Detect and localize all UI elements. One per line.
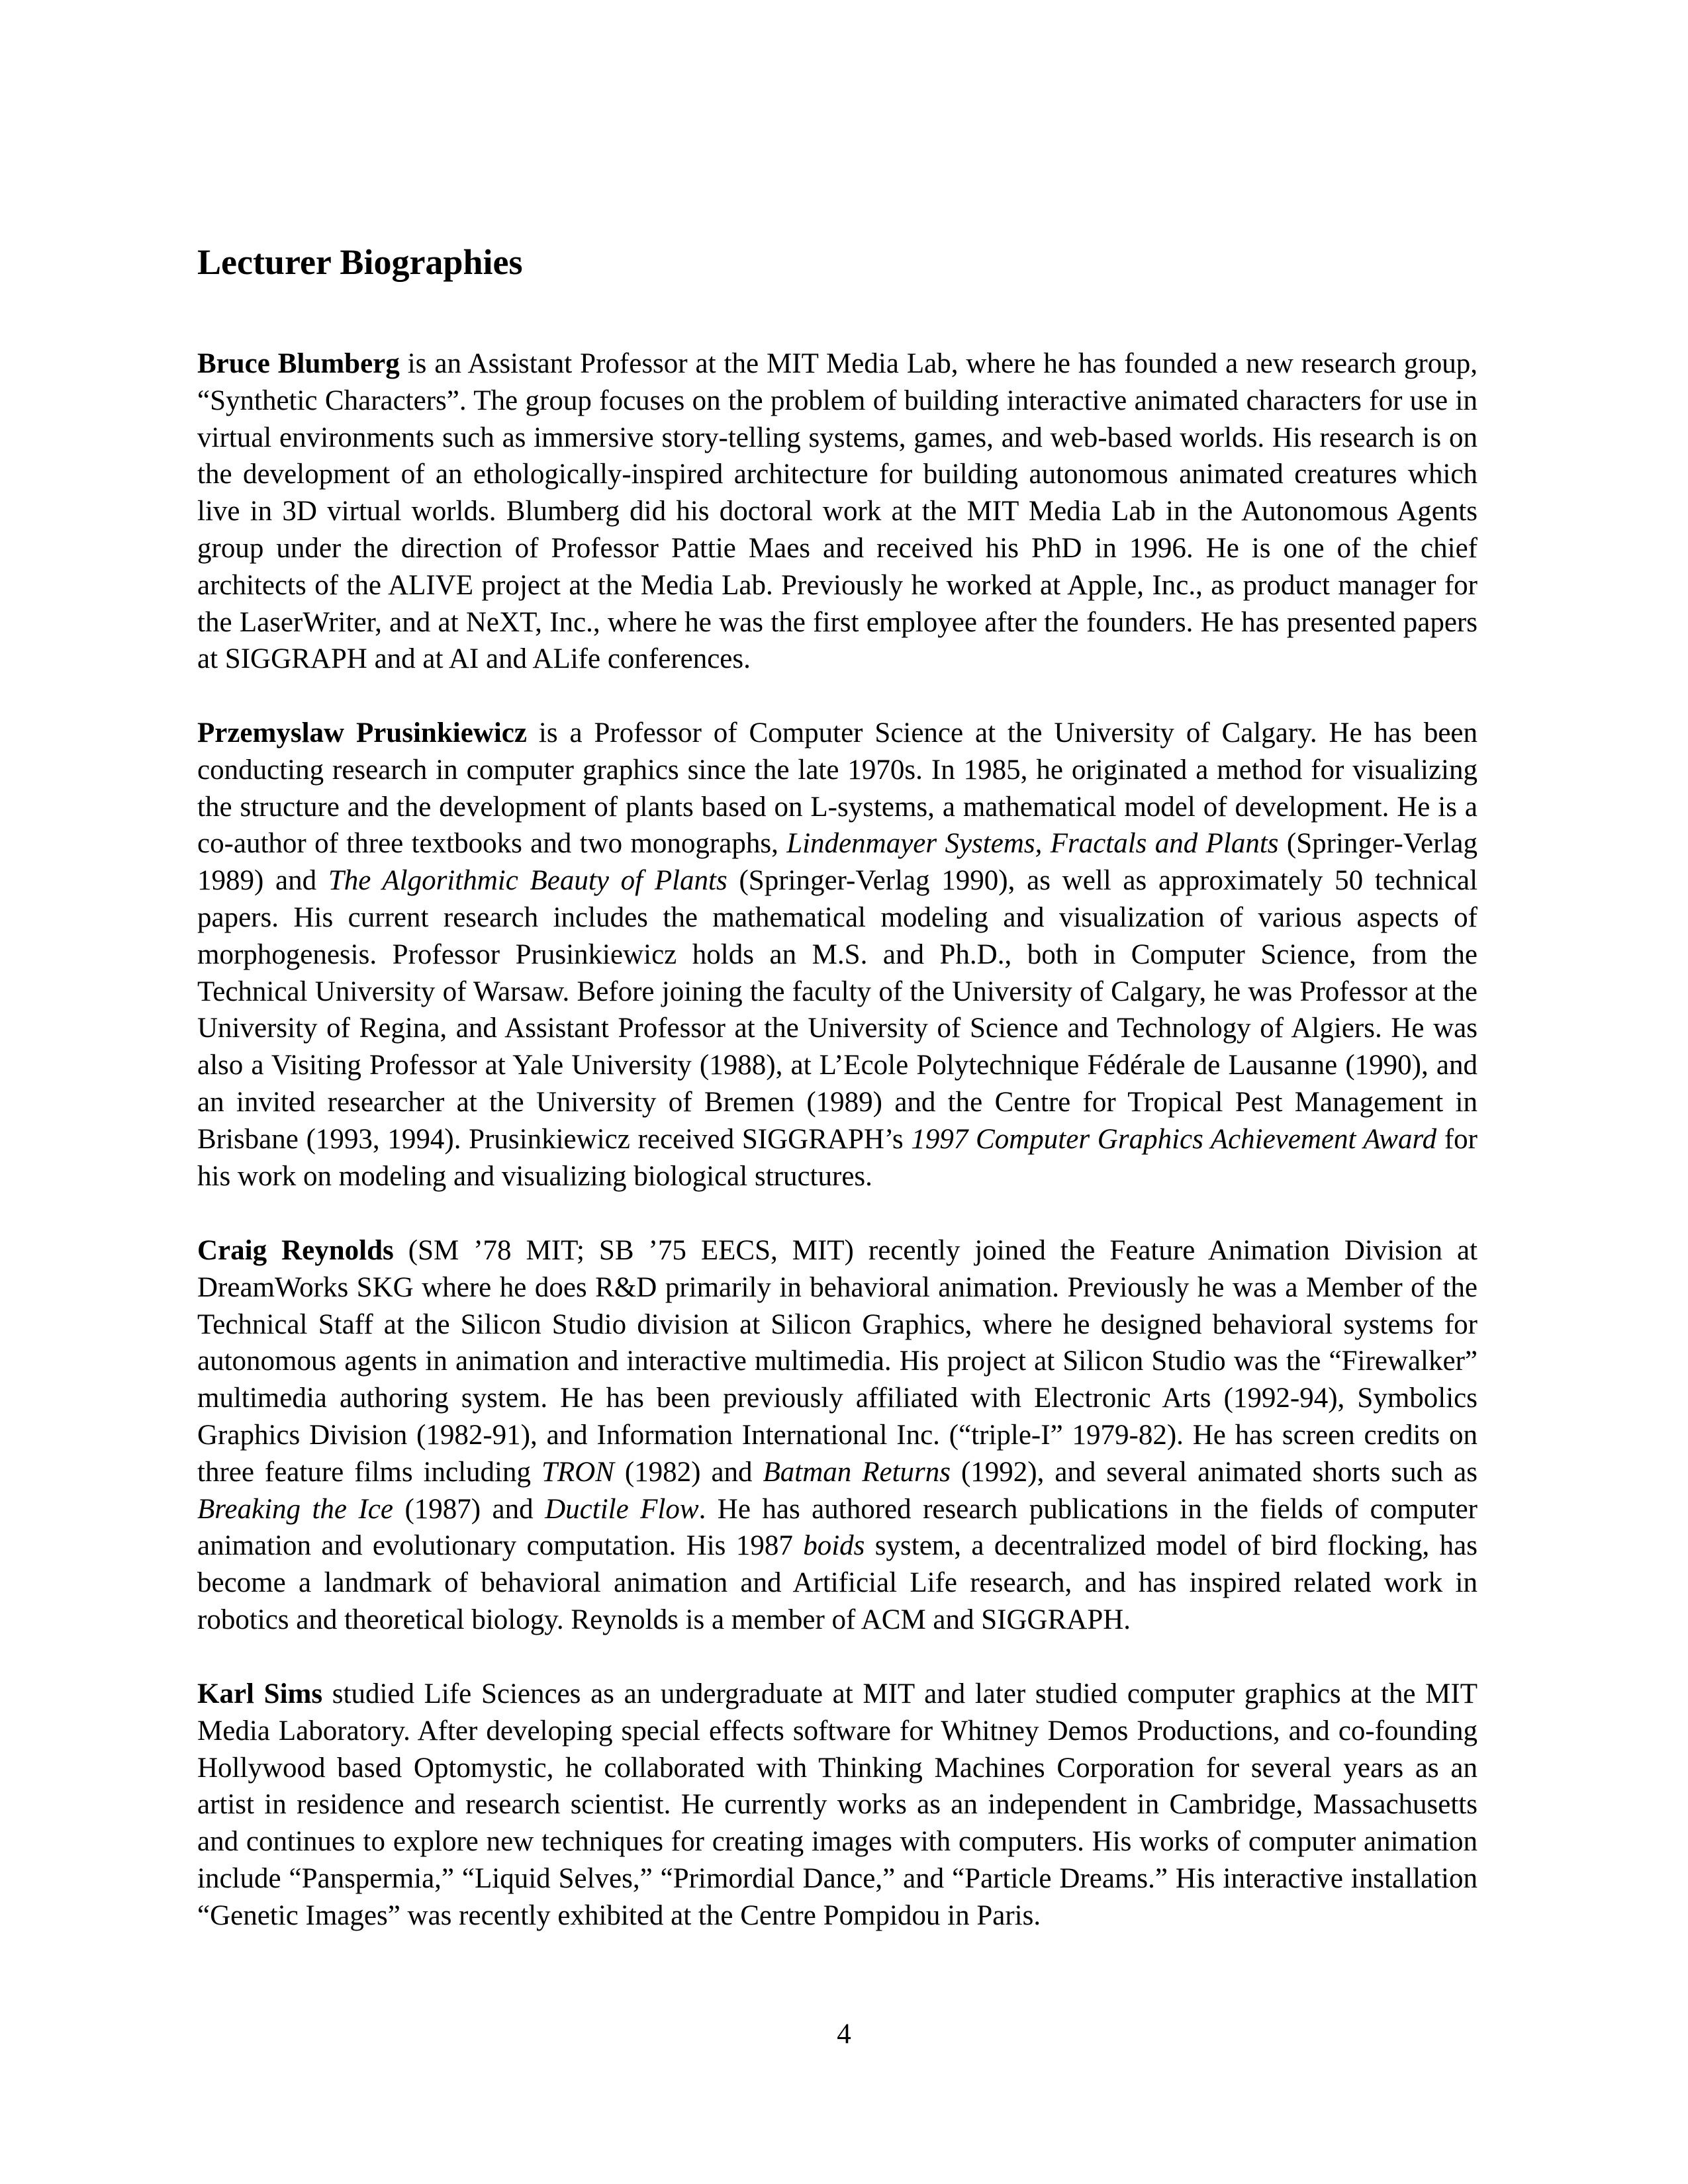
lecturer-name: Bruce Blumberg: [197, 348, 400, 379]
lecturer-name: Karl Sims: [197, 1678, 323, 1709]
bio-paragraph-reynolds: [197, 1232, 1477, 1639]
lecturer-name: Przemyslaw Prusinkiewicz: [197, 717, 527, 749]
bio-text: . He has authored research publications in the fields of computer animation and evolutionary computation. His 1987: [197, 1493, 1478, 1562]
bio-text: (1992), and several animated shorts such as: [951, 1456, 1477, 1488]
bio-text: (1987) and: [393, 1493, 545, 1525]
italic-title: Breaking the Ice: [197, 1493, 393, 1525]
bio-paragraph-prusinkiewicz: [197, 715, 1477, 1195]
italic-title: Lindenmayer Systems, Fractals and Plants: [786, 828, 1279, 860]
bio-text: (Springer-Verlag 1990), as well as approximately 50 technical papers. His current research includes the mathematical modeling and visualization of various aspects of morphogenesis. Professor Prusinkiewicz holds an M.S. and Ph.D., both in Computer Science, from the Technical University of Warsaw. Before joining the faculty of the University of Calgary, he was Professor at the University of Regina, and Assistant Professor at the University of Science and Technology of Algiers. He was also a Visiting Professor at Yale University (1988), at L’Ecole Polytechnique Fédérale de Lausanne (1990), and an invited researcher at the University of Bremen (1989) and the Centre for Tropical Pest Management in Brisbane (1993, 1994). Prusinkiewicz received SIGGRAPH’s: [197, 865, 1478, 1155]
bio-text: system, a decentralized model of bird flocking, has become a landmark of behavioral animation and Artificial Life research, and has inspired related work in robotics and theoretical biology. Reynolds is a member of ACM and SIGGRAPH.: [197, 1530, 1477, 1635]
page-title: Lecturer Biographies: [197, 242, 523, 282]
bio-text: (SM ’78 MIT; SB ’75 EECS, MIT) recently joined the Feature Animation Division at DreamWorks SKG where he does R&D primarily in behavioral animation. Previously he was a Member of the Technical Staff at the Silicon Studio division at Silicon Graphics, where he designed behavioral systems for autonomous agents in animation and interactive multimedia. His project at Silicon Studio was the “Firewalker” multimedia authoring system. He has been previously affiliated with Electronic Arts (1992-94), Symbolics Graphics Division (1982-91), and Information International Inc. (“triple-I” 1979-82). He has screen credits on three feature films including: [197, 1235, 1478, 1488]
italic-title: 1997 Computer Graphics Achievement Award: [911, 1123, 1437, 1155]
italic-title: Ductile Flow: [545, 1493, 699, 1525]
page-number: 4: [837, 2019, 851, 2050]
bio-paragraph-blumberg: [197, 345, 1477, 678]
italic-title: The Algorithmic Beauty of Plants: [328, 865, 727, 897]
bio-text: is a Professor of Computer Science at the University of Calgary. He has been conducting research in computer graphics since the late 1970s. In 1985, he originated a method for visualizing the structure and the development of plants based on L-systems, a mathematical model of development. He is a co-author of three textbooks and two monographs,: [197, 717, 1477, 860]
italic-title: Batman Returns: [763, 1456, 951, 1488]
bio-body: [197, 1235, 1477, 1635]
bio-text: studied Life Sciences as an undergraduate at MIT and later studied computer graphics at the MIT Media Laboratory. After developing special effects software for Whitney Demos Productions, and co-founding Hollywood based Optomystic, he collaborated with Thinking Machines Corporation for several years as an artist in residence and research scientist. He currently works as an independent in Cambridge, Massachusetts and continues to explore new techniques for creating images with computers. His works of computer animation include “Panspermia,” “Liquid Selves,” “Primordial Dance,” and “Particle Dreams.” His interactive installation “Genetic Images” was recently exhibited at the Centre Pompidou in Paris.: [197, 1678, 1477, 1931]
lecturer-name: Craig Reynolds: [197, 1235, 394, 1266]
italic-title: TRON: [541, 1456, 614, 1488]
bio-body: [197, 1678, 1477, 1931]
bio-text: for his work on modeling and visualizing biological structures.: [197, 1123, 1477, 1192]
italic-title: boids: [803, 1530, 865, 1562]
bio-body: [197, 348, 1477, 674]
bio-text: (1982) and: [614, 1456, 763, 1488]
bio-text: (Springer-Verlag 1989) and: [197, 828, 1477, 897]
bio-paragraph-sims: [197, 1676, 1477, 1934]
bio-text: is an Assistant Professor at the MIT Media Lab, where he has founded a new research group, “Synthetic Characters”. The group focuses on the problem of building interactive animated characters for use in virtual environments such as immersive story-telling systems, games, and web-based worlds. His research is on the development of an ethologically-inspired architecture for building autonomous animated creatures which live in 3D virtual worlds. Blumberg did his doctoral work at the MIT Media Lab in the Autonomous Agents group under the direction of Professor Pattie Maes and received his PhD in 1996. He is one of the chief architects of the ALIVE project at the Media Lab. Previously he worked at Apple, Inc., as product manager for the LaserWriter, and at NeXT, Inc., where he was the first employee after the founders. He has presented papers at SIGGRAPH and at AI and ALife conferences.: [197, 348, 1477, 675]
bio-body: [197, 717, 1477, 1192]
